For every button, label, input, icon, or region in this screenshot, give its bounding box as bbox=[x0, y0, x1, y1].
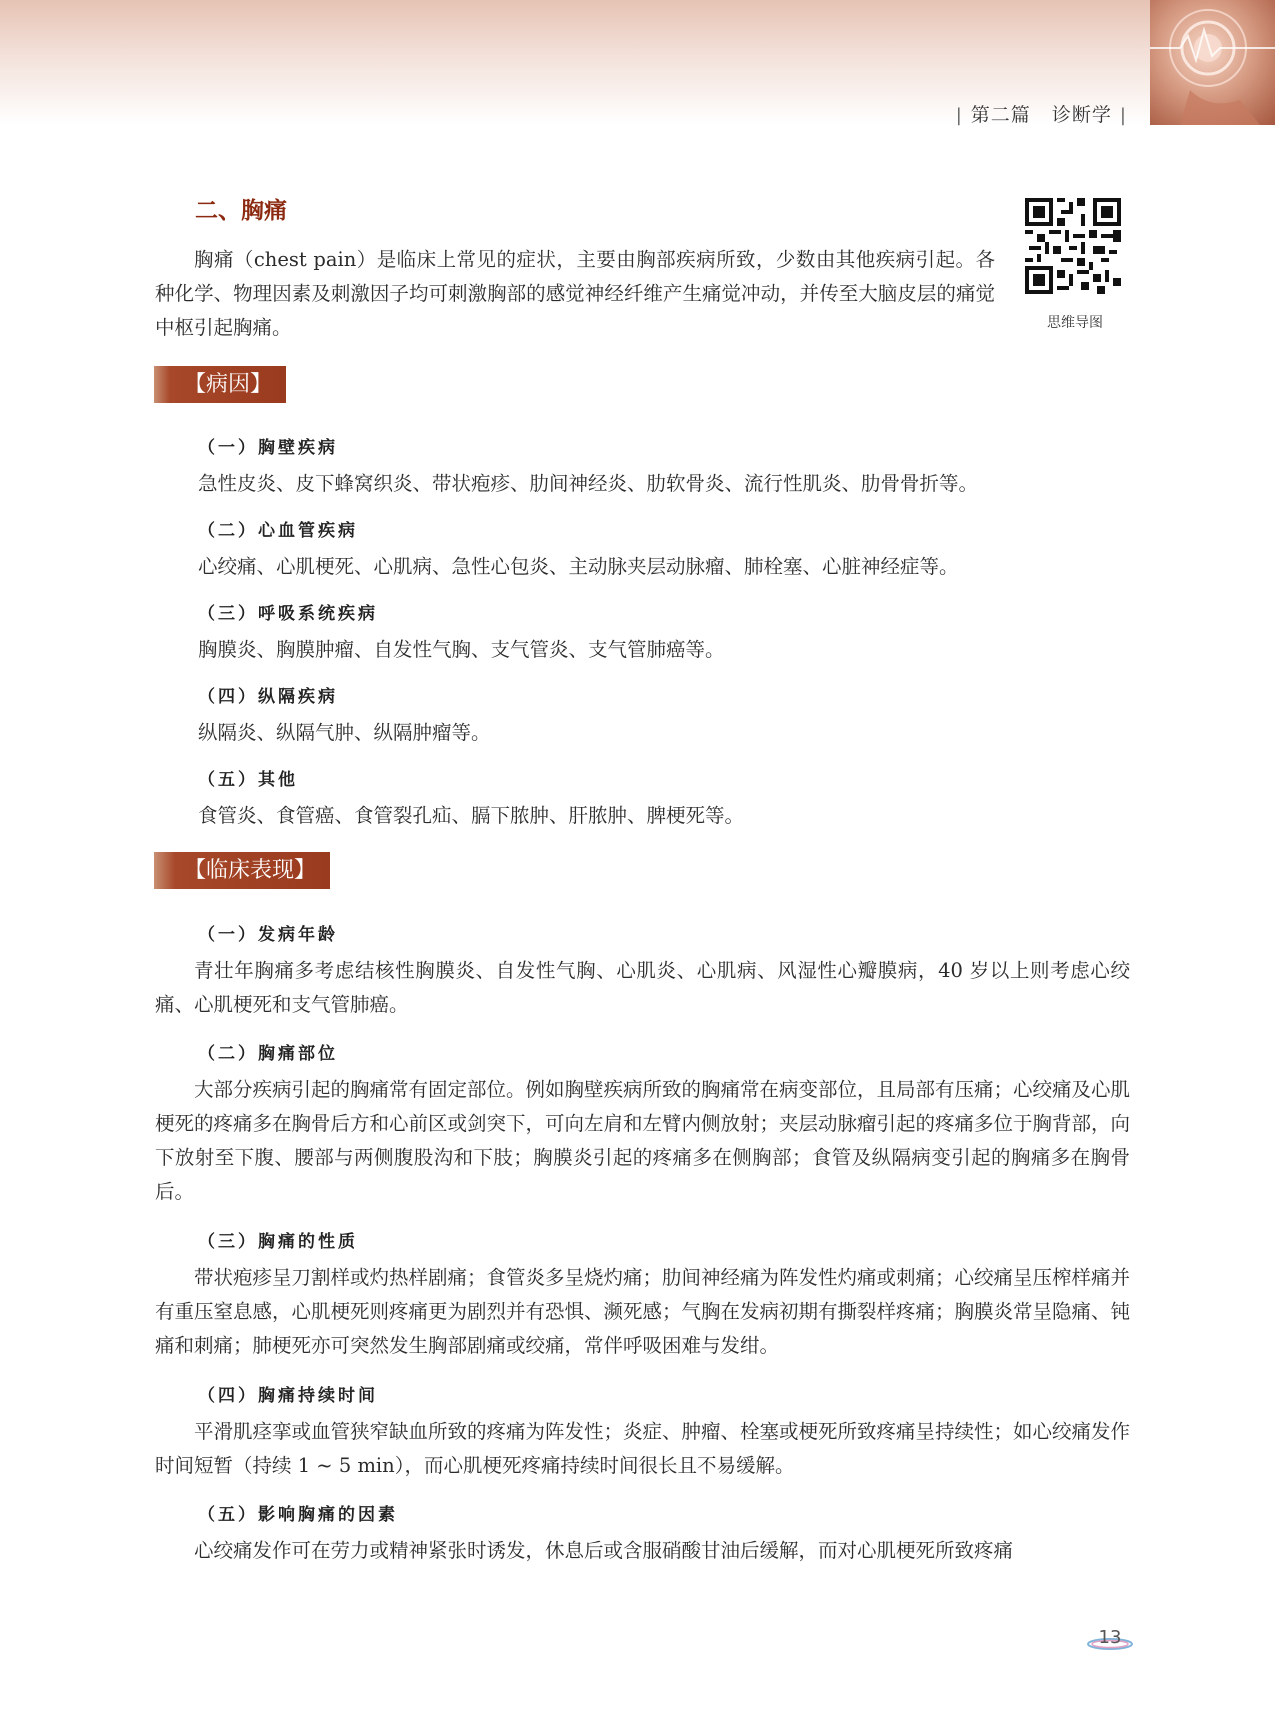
clinical-text-1: 青壮年胸痛多考虑结核性胸膜炎、自发性气胸、心肌炎、心肌病、风湿性心瓣膜病，40 岁以上则考虑心绞痛、心肌梗死和支气管肺癌。 bbox=[155, 959, 1130, 1016]
etiology-heading-3: （三）呼吸系统疾病 bbox=[198, 604, 378, 624]
clinical-heading-5: （五）影响胸痛的因素 bbox=[198, 1505, 398, 1525]
etiology-banner: 【病因】 bbox=[154, 366, 286, 403]
etiology-heading-5: （五）其他 bbox=[198, 770, 298, 790]
header-part: 第二篇 bbox=[970, 104, 1031, 126]
etiology-text-5: 食管炎、食管癌、食管裂孔疝、膈下脓肿、肝脓肿、脾梗死等。 bbox=[198, 804, 745, 827]
intro-paragraph: 胸痛（chest pain）是临床上常见的症状，主要由胸部疾病所致，少数由其他疾病引起。各种化学、物理因素及刺激因子均可刺激胸部的感觉神经纤维产生痛觉冲动，并传至大脑皮层的痛觉中枢引起胸痛。 bbox=[155, 248, 995, 339]
clinical-text-5: 心绞痛发作可在劳力或精神紧张时诱发，休息后或含服硝酸甘油后缓解，而对心肌梗死所致疼痛 bbox=[194, 1539, 1014, 1562]
etiology-heading-1: （一）胸壁疾病 bbox=[198, 438, 338, 458]
etiology-text-1: 急性皮炎、皮下蜂窝织炎、带状疱疹、肋间神经炎、肋软骨炎、流行性肌炎、肋骨骨折等。 bbox=[198, 472, 979, 495]
clinical-heading-3: （三）胸痛的性质 bbox=[198, 1232, 358, 1252]
page-number-text: 13 bbox=[1098, 1627, 1122, 1648]
etiology-text-4: 纵隔炎、纵隔气肿、纵隔肿瘤等。 bbox=[198, 721, 491, 744]
clinical-text-4: 平滑肌痉挛或血管狭窄缺血所致的疼痛为阵发性；炎症、肿瘤、栓塞或梗死所致疼痛呈持续性；如心绞痛发作时间短暂（持续 1 ~ 5 min），而心肌梗死疼痛持续时间很长且不易缓解。 bbox=[155, 1420, 1131, 1477]
etiology-heading-4: （四）纵隔疾病 bbox=[198, 687, 338, 707]
header-divider: | bbox=[1119, 105, 1127, 126]
clinical-heading-2: （二）胸痛部位 bbox=[198, 1044, 338, 1064]
running-header bbox=[948, 100, 1135, 127]
clinical-banner: 【临床表现】 bbox=[154, 852, 330, 889]
stethoscope-decorative-image bbox=[1150, 0, 1275, 125]
qr-caption: 思维导图 bbox=[1047, 315, 1103, 331]
qr-code-icon[interactable] bbox=[1025, 198, 1121, 294]
etiology-heading-2: （二）心血管疾病 bbox=[198, 521, 358, 541]
clinical-heading-4: （四）胸痛持续时间 bbox=[198, 1386, 378, 1406]
etiology-text-3: 胸膜炎、胸膜肿瘤、自发性气胸、支气管炎、支气管肺癌等。 bbox=[198, 638, 725, 661]
header-title: 诊断学 bbox=[1051, 104, 1112, 126]
clinical-text-2: 大部分疾病引起的胸痛常有固定部位。例如胸壁疾病所致的胸痛常在病变部位，且局部有压痛；心绞痛及心肌梗死的疼痛多在胸骨后方和心前区或剑突下，可向左肩和左臂内侧放射；夹层动脉瘤引起的疼痛多位于胸背部，向下放射至下腹、腰部与两侧腹股沟和下肢；胸膜炎引起的疼痛多在侧胸部；食管及纵隔病变引起的胸痛多在胸骨后。 bbox=[155, 1078, 1131, 1203]
page-number bbox=[1086, 1622, 1134, 1654]
header-divider: | bbox=[955, 105, 963, 126]
section-title: 二、胸痛 bbox=[195, 198, 287, 224]
etiology-text-2: 心绞痛、心肌梗死、心肌病、急性心包炎、主动脉夹层动脉瘤、肺栓塞、心脏神经症等。 bbox=[198, 555, 959, 578]
clinical-text-3: 带状疱疹呈刀割样或灼热样剧痛；食管炎多呈烧灼痛；肋间神经痛为阵发性灼痛或刺痛；心绞痛呈压榨样痛并有重压窒息感，心肌梗死则疼痛更为剧烈并有恐惧、濒死感；气胸在发病初期有撕裂样疼痛；胸膜炎常呈隐痛、钝痛和刺痛；肺梗死亦可突然发生胸部剧痛或绞痛，常伴呼吸困难与发绀。 bbox=[155, 1266, 1131, 1357]
clinical-heading-1: （一）发病年龄 bbox=[198, 925, 338, 945]
